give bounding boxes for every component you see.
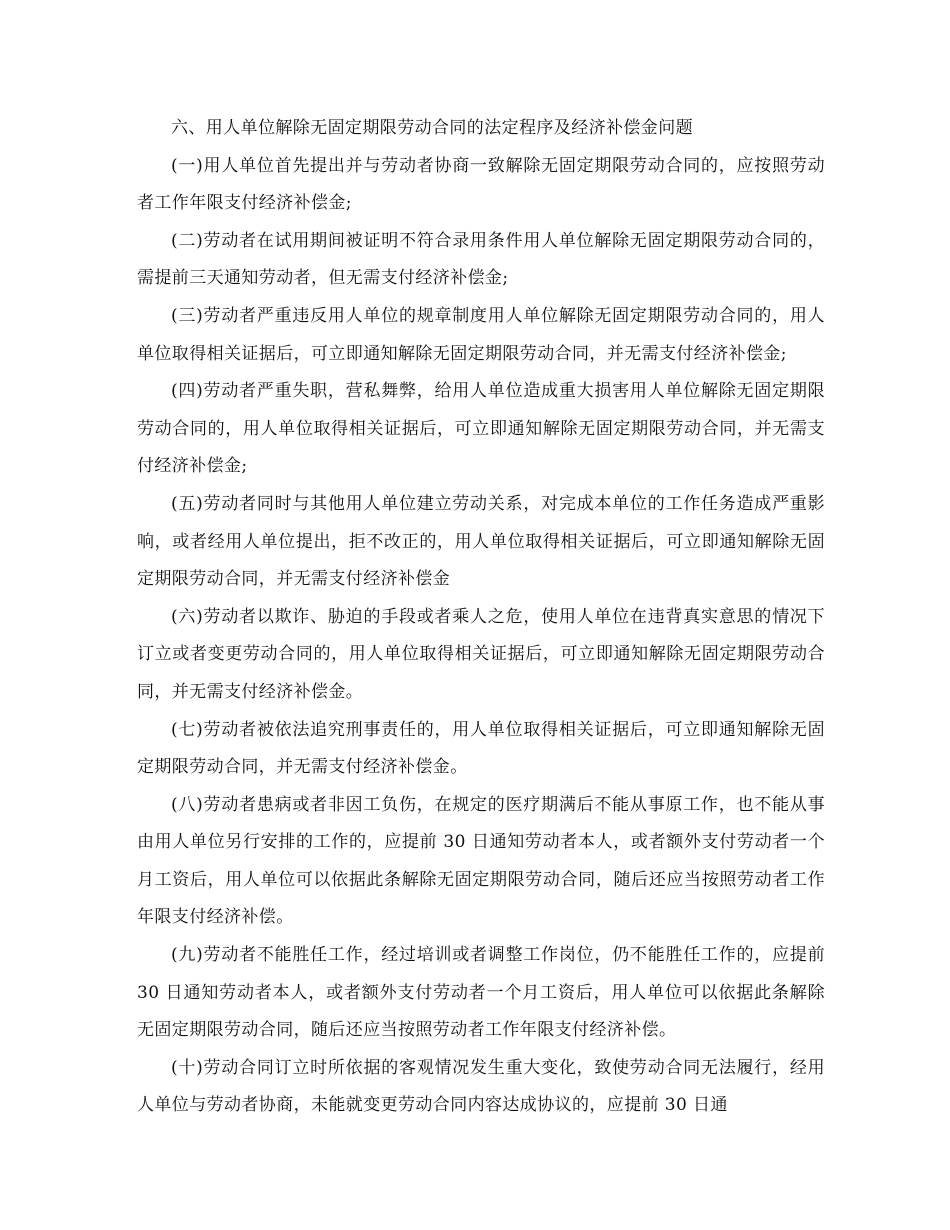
clause-paragraph-10: (十)劳动合同订立时所依据的客观情况发生重大变化，致使劳动合同无法履行，经用人单位与劳动者协商，未能就变更劳动合同内容达成协议的，应提前 30 日通 [137,1057,825,1116]
clause-paragraph-3: (三)劳动者严重违反用人单位的规章制度用人单位解除无固定期限劳动合同的，用人单位取得相关证据后，可立即通知解除无固定期限劳动合同，并无需支付经济补偿金; [137,305,825,364]
clause-paragraph-8: (八)劳动者患病或者非因工负伤，在规定的医疗期满后不能从事原工作，也不能从事由用人单位另行安排的工作的，应提前 30 日通知劳动者本人，或者额外支付劳动者一个月工资后，用人单位可以依据此条解除无固定期限劳动合同，随后还应当按照劳动者工作年限支付经济补偿。 [137,794,825,928]
clause-paragraph-2: (二)劳动者在试用期间被证明不符合录用条件用人单位解除无固定期限劳动合同的，需提前三天通知劳动者，但无需支付经济补偿金; [137,230,825,289]
document-body [137,110,825,1125]
clause-paragraph-1: (一)用人单位首先提出并与劳动者协商一致解除无固定期限劳动合同的，应按照劳动者工作年限支付经济补偿金; [137,155,825,214]
clause-paragraph-9: (九)劳动者不能胜任工作，经过培训或者调整工作岗位，仍不能胜任工作的，应提前 30 日通知劳动者本人，或者额外支付劳动者一个月工资后，用人单位可以依据此条解除无固定期限劳动合同，随后还应当按照劳动者工作年限支付经济补偿。 [137,945,825,1041]
section-heading: 六、用人单位解除无固定期限劳动合同的法定程序及经济补偿金问题 [171,118,693,138]
clause-paragraph-4: (四)劳动者严重失职，营私舞弊，给用人单位造成重大损害用人单位解除无固定期限劳动合同的，用人单位取得相关证据后，可立即通知解除无固定期限劳动合同，并无需支付经济补偿金; [137,381,825,477]
clause-paragraph-7: (七)劳动者被依法追究刑事责任的，用人单位取得相关证据后，可立即通知解除无固定期限劳动合同，并无需支付经济补偿金。 [137,719,825,778]
clause-paragraph-6: (六)劳动者以欺诈、胁迫的手段或者乘人之危，使用人单位在违背真实意思的情况下订立或者变更劳动合同的，用人单位取得相关证据后，可立即通知解除无固定期限劳动合同，并无需支付经济补偿金。 [137,606,825,702]
clause-paragraph-5: (五)劳动者同时与其他用人单位建立劳动关系，对完成本单位的工作任务造成严重影响，或者经用人单位提出，拒不改正的，用人单位取得相关证据后，可立即通知解除无固定期限劳动合同，并无需支付经济补偿金 [137,493,825,590]
